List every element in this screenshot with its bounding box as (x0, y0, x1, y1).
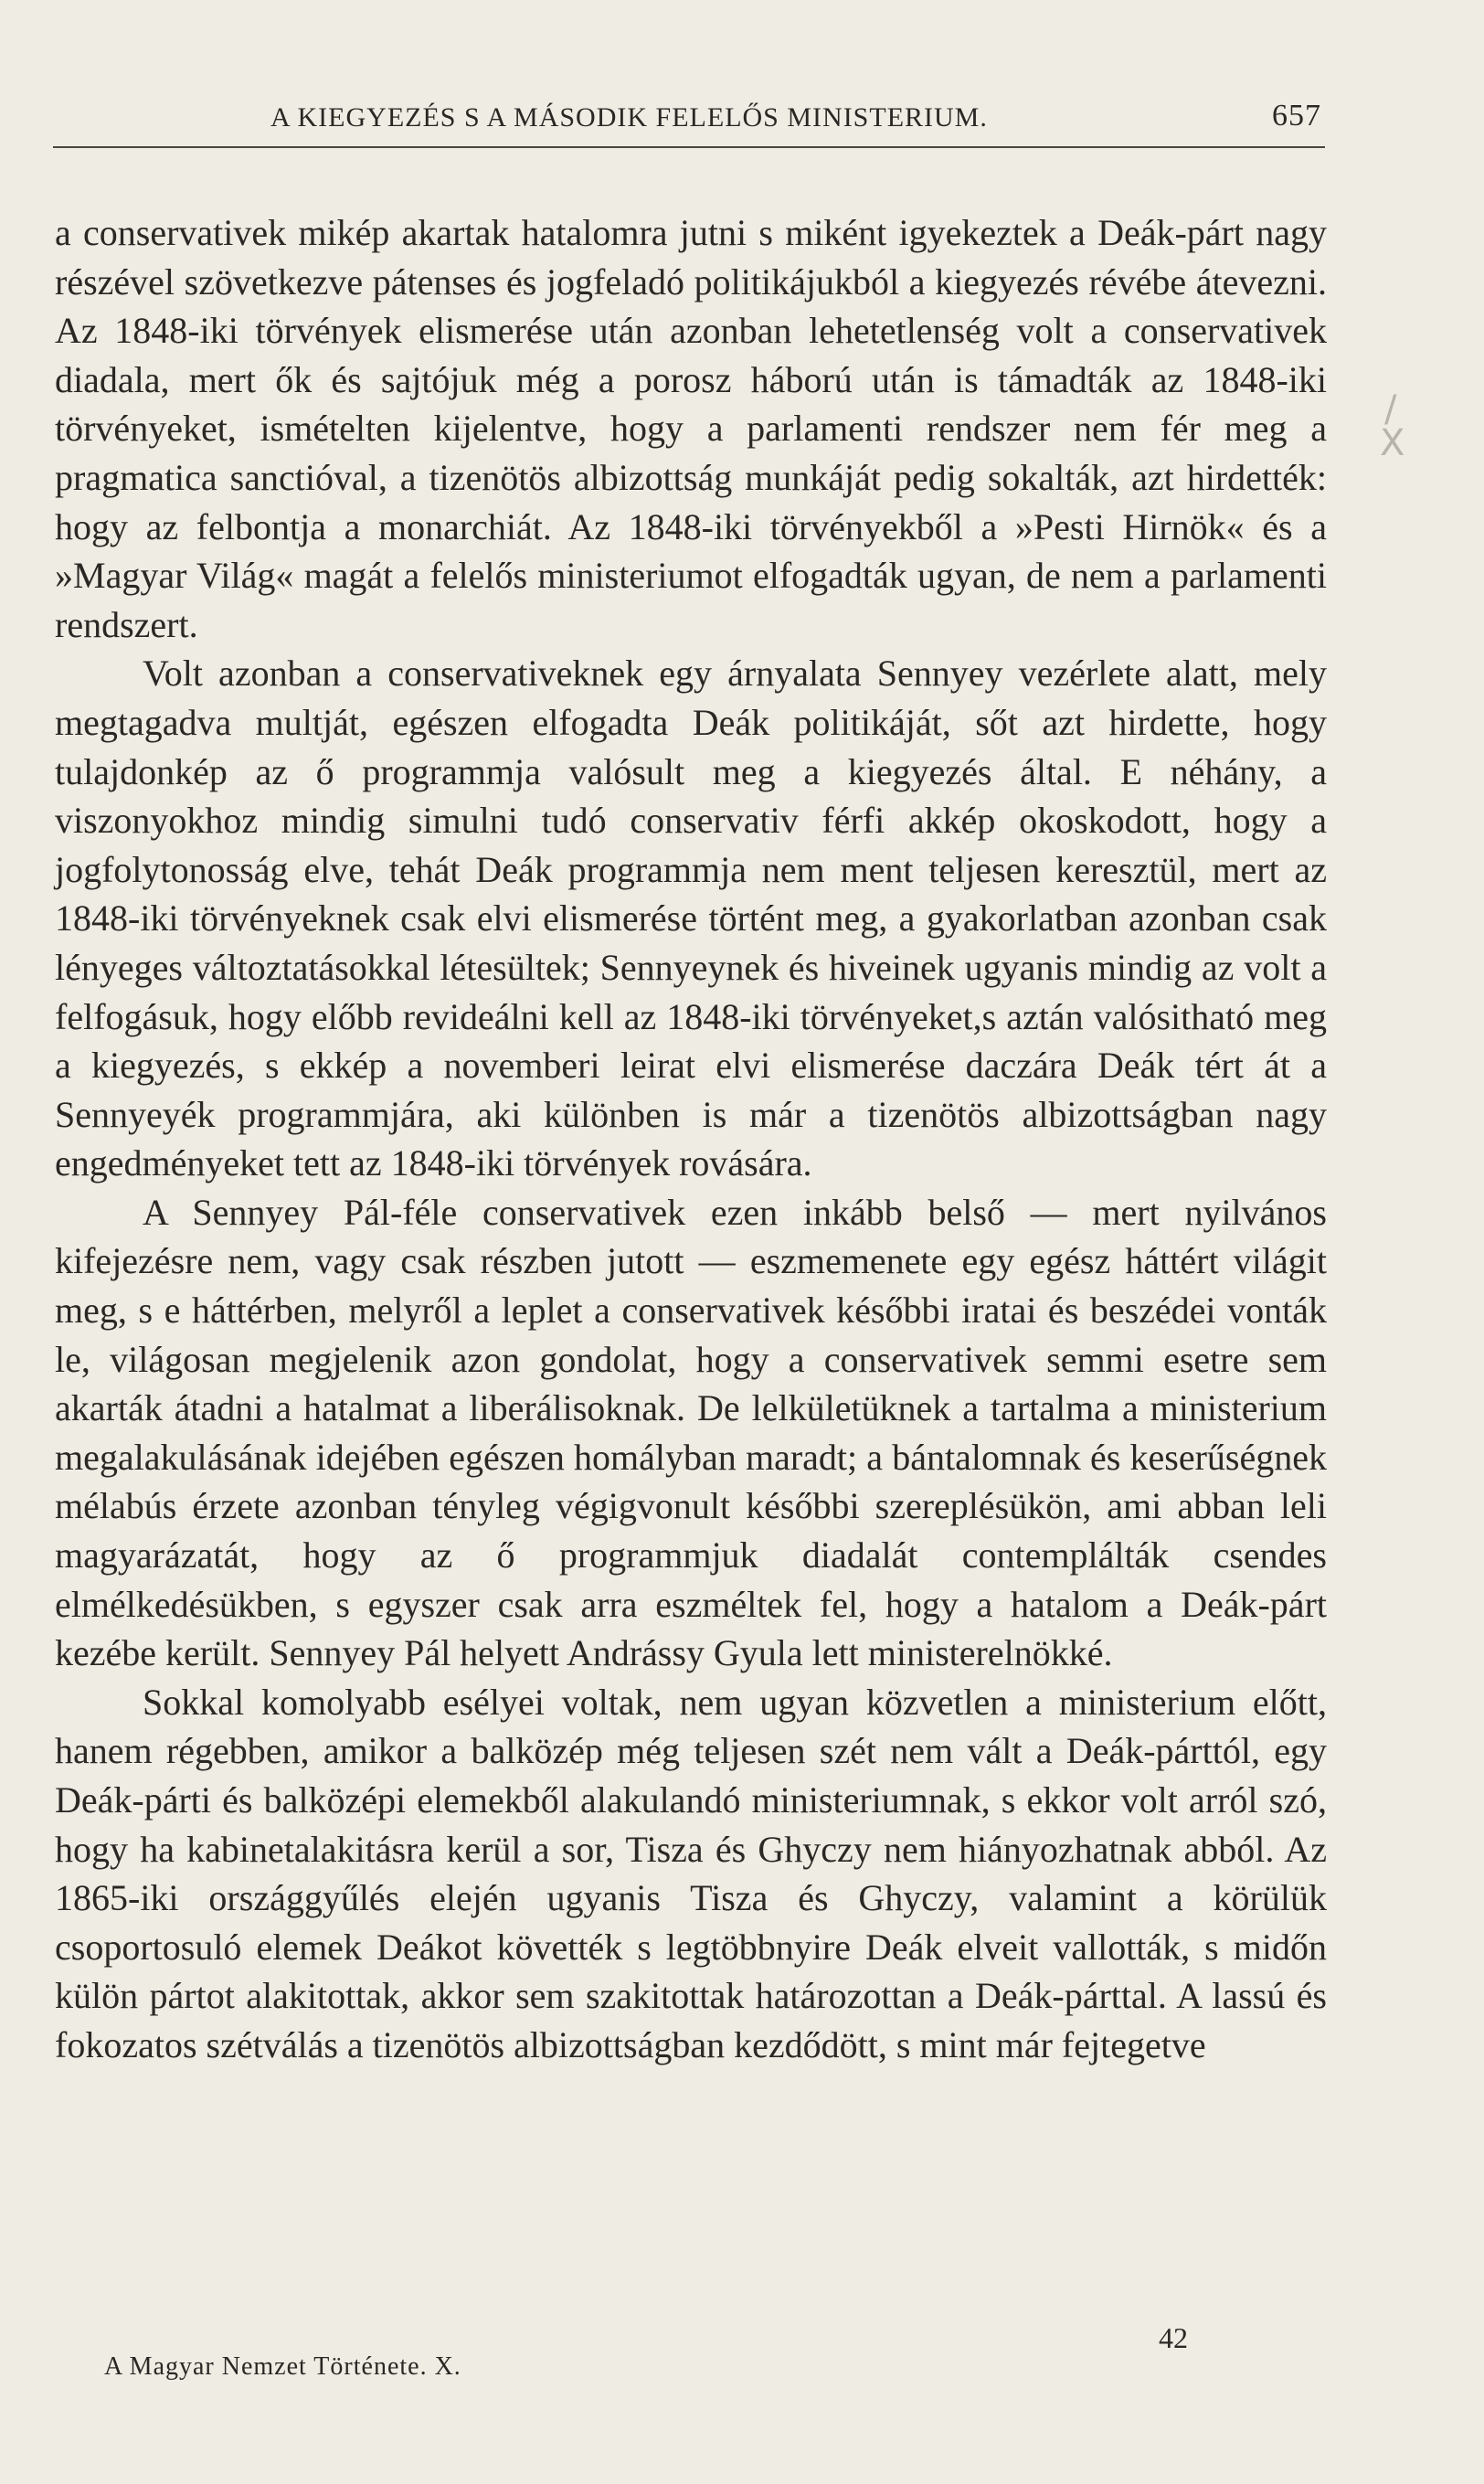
paragraph-4: Sokkal komolyabb esélyei voltak, nem ugyan közvetlen a ministerium előtt, hanem régebben, amikor a balközép még teljesen szét nem vált a Deák-párttól, egy Deák-párti és balközépi elemekből alakulandó ministeriumnak, s ekkor volt arról szó, hogy ha kabinetalakitásra kerül a sor, Tisza és Ghyczy nem hiányozhatnak abból. Az 1865-iki országgyűlés elején ugyanis Tisza és Ghyczy, valamint a körülük csoportosuló elemek Deákot követték s legtöbbnyire Deák elveit vallották, s midőn külön pártot alakitottak, akkor sem szakitottak határozottan a Deák-párttal. A lassú és fokozatos szétválás a tizenötös albizottságban kezdődött, s mint már fejtegetve (55, 1681, 1327, 2065)
signature-mark: 42 (1159, 2321, 1188, 2354)
paragraph-1: a conservativek mikép akartak hatalomra jutni s miként igyekeztek a Deák-párt nagy részével szövetkezve pátenses és jogfeladó politikájukból a kiegyezés révébe átevezni. Az 1848-iki törvények elismerése után azonban lehetetlenség volt a conservativek diadala, mert ők és sajtójuk még a porosz háború után is támadták az 1848-iki törvényeket, ismételten kijelentve, hogy a parlamenti rendszer nem fér meg a pragmatica sanctióval, a tizenötös albizottság munkáját pedig sokalták, azt hirdették: hogy az felbontja a monarchiát. Az 1848-iki törvényekből a »Pesti Hirnök« és a »Magyar Világ« magát a felelős ministeriumot elfogadták ugyan, de nem a parlamenti rendszert. (55, 212, 1327, 645)
margin-pencil-mark: X (1380, 422, 1405, 464)
paragraph-3: A Sennyey Pál-féle conservativek ezen inkább belső — mert nyilvános kifejezésre nem, vagy csak részben jutott — eszmemenete egy egész háttért világit meg, s e háttérben, melyről a leplet a conservativek későbbi iratai és beszédei vonták le, világosan megjelenik azon gondolat, hogy a conservativek semmi esetre sem akarták átadni a hatalmat a liberálisoknak. De lelkületüknek a tartalma a ministerium megalakulásának idejében egészen homályban maradt; a bántalomnak és keserűségnek mélabús érzete azonban tényleg végigvonult későbbi szereplésükön, ami abban leli magyarázatát, hogy az ő programmjuk diadalát contemplálták csendes elmélkedésükben, s egyszer csak arra eszméltek fel, hogy a hatalom a Deák-párt kezébe került. Sennyey Pál helyett Andrássy Gyula lett ministerelnökké. (55, 1191, 1327, 1674)
running-header (53, 97, 1323, 144)
page-number: 657 (1272, 99, 1321, 133)
footer-book-title: A Magyar Nemzet Története. X. (104, 2352, 461, 2381)
body-text (55, 208, 1327, 2070)
margin-pencil-mark: / (1384, 388, 1397, 430)
chapter-title: A KIEGYEZÉS S A MÁSODIK FELELŐS MINISTERIUM. (270, 102, 988, 133)
header-divider (53, 146, 1325, 148)
paragraph-2: Volt azonban a conservativeknek egy árnyalata Sennyey vezérlete alatt, mely megtagadva multját, egészen elfogadta Deák politikáját, sőt azt hirdette, hogy tulajdonkép az ő programmja valósult meg a kiegyezés által. E néhány, a viszonyokhoz mindig simulni tudó conservativ férfi akkép okoskodott, hogy a jogfolytonosság elve, tehát Deák programmja nem ment teljesen keresztül, mert az 1848-iki törvényeknek csak elvi elismerése történt meg, a gyakorlatban azonban csak lényeges változtatásokkal létesültek; Sennyeynek és hiveinek ugyanis mindig az volt a felfogásuk, hogy előbb revideálni kell az 1848-iki törvényeket,s aztán valósitható meg a kiegyezés, s ekkép a novemberi leirat elvi elismerése daczára Deák tért át a Sennyeyék programmjára, aki különben is már a tizenötös albizottságban nagy engedményeket tett az 1848-iki törvények rovására. (55, 653, 1327, 1184)
